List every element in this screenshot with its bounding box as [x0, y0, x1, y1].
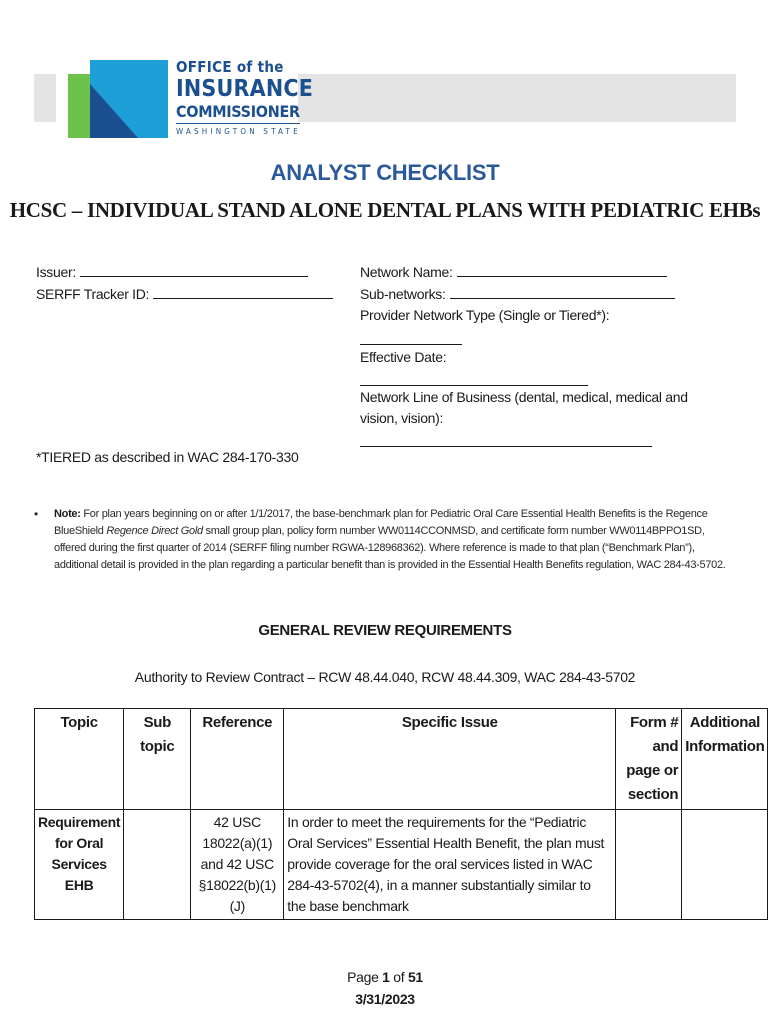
note-text-1: For plan years beginning on or after 1/1/2017, the base-benchmark plan for Pediatric Oral Care Essential Health Benefits is the Regence BlueShield [54, 508, 708, 537]
page-of: of [389, 969, 408, 985]
authority-line: Authority to Review Contract – RCW 48.44.040, RCW 48.44.309, WAC 284-43-5702 [134, 669, 636, 685]
logo-line-commissioner: COMMISSIONER [176, 102, 300, 121]
footer-date: 3/31/2023 [355, 991, 415, 1007]
oic-logo-icon [68, 60, 168, 138]
review-table [34, 708, 768, 920]
issuer-label: Issuer: [36, 264, 76, 280]
page-prefix: Page [347, 969, 383, 985]
effective-date-blank[interactable] [360, 385, 588, 386]
serff-field [36, 284, 333, 305]
line-of-business-label-2: vision, vision): [360, 410, 444, 426]
logo-line-office: OFFICE of the [176, 58, 284, 76]
provider-type-label: Provider Network Type (Single or Tiered*): [360, 307, 610, 323]
sub-networks-label: Sub-networks: [360, 286, 446, 302]
page-title: ANALYST CHECKLIST [270, 160, 500, 185]
serff-blank[interactable] [153, 284, 333, 299]
effective-date-label: Effective Date: [360, 349, 447, 365]
col-topic: Topic [35, 709, 124, 810]
col-form: Form # and page or section [616, 709, 682, 810]
network-name-blank[interactable] [457, 262, 667, 277]
sub-networks-blank[interactable] [450, 284, 675, 299]
page-number [0, 966, 770, 988]
note-bullet: • [34, 507, 38, 521]
logo-line-state: WASHINGTON STATE [176, 127, 301, 136]
network-name-field [360, 262, 667, 283]
line-of-business-blank[interactable] [360, 446, 652, 447]
table-header-row [35, 709, 768, 810]
header-band-right [298, 74, 736, 122]
page-total: 51 [407, 969, 423, 985]
table-row [35, 810, 768, 920]
issuer-blank[interactable] [80, 262, 308, 277]
page-subtitle: HCSC – INDIVIDUAL STAND ALONE DENTAL PLANS WITH PEDIATRIC EHBs [9, 198, 761, 222]
logo-line-insurance: INSURANCE [176, 76, 314, 102]
cell-subtopic[interactable] [124, 810, 191, 920]
network-name-label: Network Name: [360, 264, 453, 280]
tiered-note: *TIERED as described in WAC 284-170-330 [36, 449, 299, 465]
note-text-2: small group plan, policy form number WW0114CCONMSD, and certificate form number WW0114BPPO1SD, offered during the first quarter of 2014 (SERFF filing number RGWA-128968362). Where reference is made to that plan (“Benchmark Plan”), additional detail is provided in the plan regarding a particular benefit than is provided in the Essential Health Benefits regulation, WAC 284-43-5702. [54, 525, 726, 571]
col-specific-issue: Specific Issue [284, 709, 616, 810]
section-title: GENERAL REVIEW REQUIREMENTS [258, 622, 512, 639]
benchmark-note [34, 506, 734, 574]
sub-networks-field [360, 284, 675, 305]
issuer-field [36, 262, 308, 283]
cell-additional-info[interactable] [682, 810, 768, 920]
col-additional-info: Additional Information [682, 709, 768, 810]
page-footer [0, 966, 770, 1010]
col-reference: Reference [191, 709, 284, 810]
logo-divider [176, 123, 300, 124]
line-of-business-label-1: Network Line of Business (dental, medical, medical and [360, 389, 688, 405]
cell-topic: Requirement for Oral Services EHB [35, 810, 124, 920]
page-current: 1 [382, 969, 390, 985]
note-label: Note: [54, 508, 81, 520]
note-plan-name: Regence Direct Gold [106, 525, 203, 537]
serff-label: SERFF Tracker ID: [36, 286, 150, 302]
provider-type-blank[interactable] [360, 344, 462, 345]
col-subtopic: Sub topic [124, 709, 191, 810]
cell-reference: 42 USC 18022(a)(1) and 42 USC §18022(b)(1)(J) [191, 810, 284, 920]
header-band-left [34, 74, 56, 122]
cell-form[interactable] [616, 810, 682, 920]
oic-logo-wordmark [176, 58, 313, 137]
cell-specific-issue: In order to meet the requirements for the “Pediatric Oral Services” Essential Health Benefit, the plan must provide coverage for the oral services listed in WAC 284-43-5702(4), in a manner substantially similar to the base benchmark [284, 810, 616, 920]
